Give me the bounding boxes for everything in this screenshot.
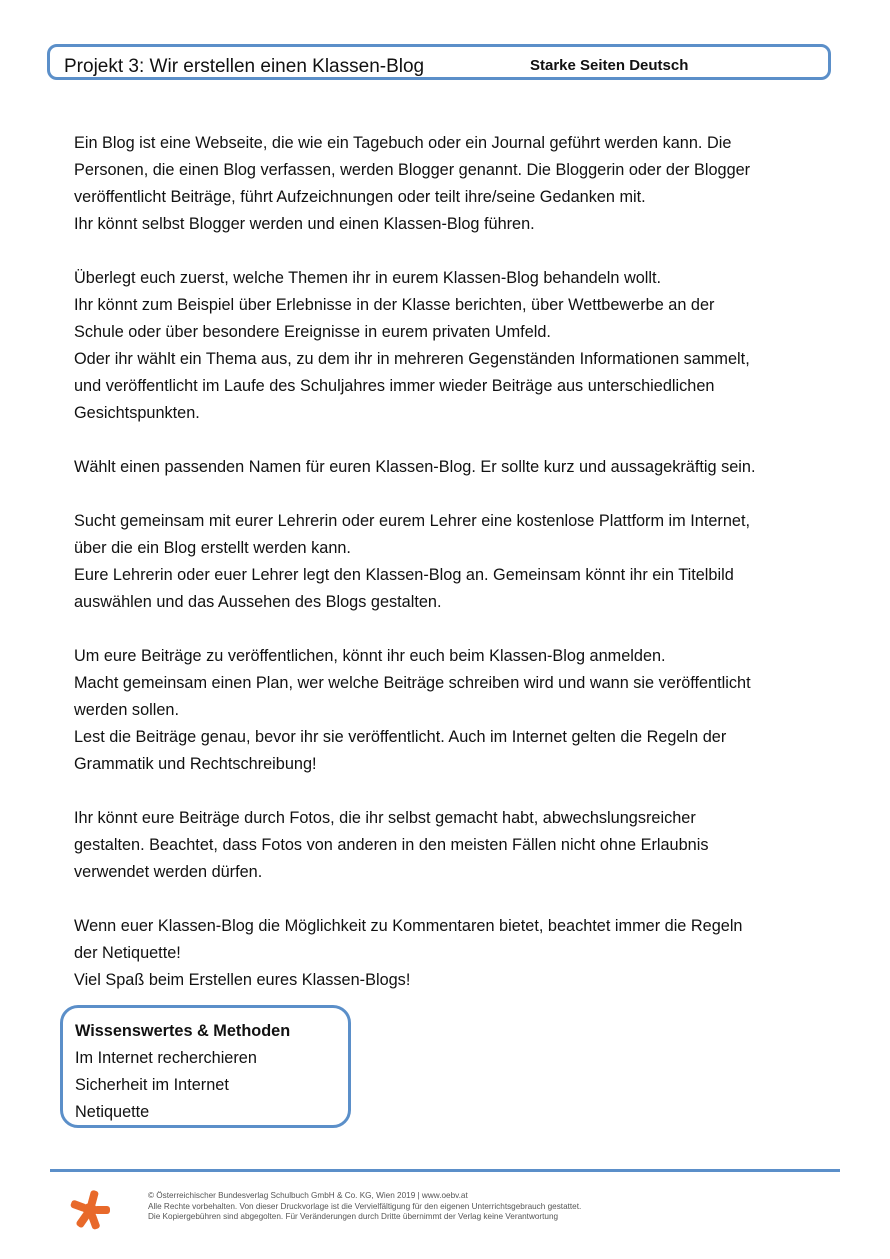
footer-divider [50, 1169, 840, 1172]
text-line: Oder ihr wählt ein Thema aus, zu dem ihr in mehreren Gegenständen Informationen sammelt, [74, 350, 750, 368]
text-line: der Netiquette! [74, 944, 181, 962]
text-line: Ihr könnt zum Beispiel über Erlebnisse in der Klasse berichten, über Wettbewerbe an der [74, 296, 715, 314]
text-line: Grammatik und Rechtschreibung! [74, 755, 317, 773]
text-line: Ein Blog ist eine Webseite, die wie ein Tagebuch oder ein Journal geführt werden kann. Die [74, 134, 732, 152]
footer-copyright [148, 1191, 581, 1223]
page-title: Projekt 3: Wir erstellen einen Klassen-Blog [64, 56, 425, 77]
info-box-item: Sicherheit im Internet [75, 1076, 229, 1094]
text-line: über die ein Blog erstellt werden kann. [74, 539, 351, 557]
paragraph [74, 130, 834, 238]
text-line: veröffentlicht Beiträge, führt Aufzeichnungen oder teilt ihre/seine Gedanken mit. [74, 188, 646, 206]
paragraph [74, 643, 834, 778]
paragraph [74, 805, 834, 886]
text-line: Ihr könnt selbst Blogger werden und einen Klassen-Blog führen. [74, 215, 535, 233]
footer-line: Alle Rechte vorbehalten. Von dieser Druckvorlage ist die Vervielfältigung für den eigenen Unterrichtsgebrauch gestattet. [148, 1201, 582, 1211]
text-line: Sucht gemeinsam mit eurer Lehrerin oder eurem Lehrer eine kostenlose Plattform im Internet, [74, 512, 750, 530]
info-box-item: Netiquette [75, 1103, 150, 1121]
main-content [74, 130, 834, 1021]
publisher-asterisk-logo-icon [70, 1190, 110, 1230]
text-line: verwendet werden dürfen. [74, 863, 263, 881]
text-line: Macht gemeinsam einen Plan, wer welche Beiträge schreiben wird und wann sie veröffentlicht [74, 674, 751, 692]
info-box-heading: Wissenswertes & Methoden [75, 1022, 291, 1040]
text-line: Personen, die einen Blog verfassen, werden Blogger genannt. Die Bloggerin oder der Blogger [74, 161, 751, 179]
series-brand: Starke Seiten Deutsch [530, 57, 689, 74]
paragraph [74, 508, 834, 616]
paragraph [74, 913, 834, 994]
text-line: Wenn euer Klassen-Blog die Möglichkeit zu Kommentaren bietet, beachtet immer die Regeln [74, 917, 743, 935]
logo-shape [70, 1190, 110, 1230]
info-box-item: Im Internet recherchieren [75, 1049, 257, 1067]
info-box [60, 1005, 351, 1128]
text-line: Um eure Beiträge zu veröffentlichen, könnt ihr euch beim Klassen-Blog anmelden. [74, 647, 666, 665]
text-line: Viel Spaß beim Erstellen eures Klassen-Blogs! [74, 971, 411, 989]
paragraph [74, 265, 834, 427]
text-line: auswählen und das Aussehen des Blogs gestalten. [74, 593, 442, 611]
text-line: Gesichtspunkten. [74, 404, 200, 422]
text-line: Eure Lehrerin oder euer Lehrer legt den Klassen-Blog an. Gemeinsam könnt ihr ein Titelbild [74, 566, 734, 584]
text-line: gestalten. Beachtet, dass Fotos von anderen in den meisten Fällen nicht ohne Erlaubnis [74, 836, 709, 854]
footer-line: Die Kopiergebühren sind abgegolten. Für Veränderungen durch Dritte übernimmt der Verlag keine Verantwortung [148, 1212, 559, 1221]
text-line: Ihr könnt eure Beiträge durch Fotos, die ihr selbst gemacht habt, abwechslungsreicher [74, 809, 696, 827]
paragraph [74, 454, 834, 481]
text-line: Überlegt euch zuerst, welche Themen ihr in eurem Klassen-Blog behandeln wollt. [74, 269, 662, 287]
text-line: und veröffentlicht im Laufe des Schuljahres immer wieder Beiträge aus unterschiedlichen [74, 377, 715, 395]
text-line: Schule oder über besondere Ereignisse in eurem privaten Umfeld. [74, 323, 551, 341]
header-box [47, 44, 831, 80]
footer-line: © Österreichischer Bundesverlag Schulbuch GmbH & Co. KG, Wien 2019 | www.oebv.at [148, 1191, 468, 1200]
text-line: werden sollen. [74, 701, 179, 719]
text-line: Wählt einen passenden Namen für euren Klassen-Blog. Er sollte kurz und aussagekräftig sein. [74, 458, 756, 476]
text-line: Lest die Beiträge genau, bevor ihr sie veröffentlicht. Auch im Internet gelten die Regeln der [74, 728, 727, 746]
